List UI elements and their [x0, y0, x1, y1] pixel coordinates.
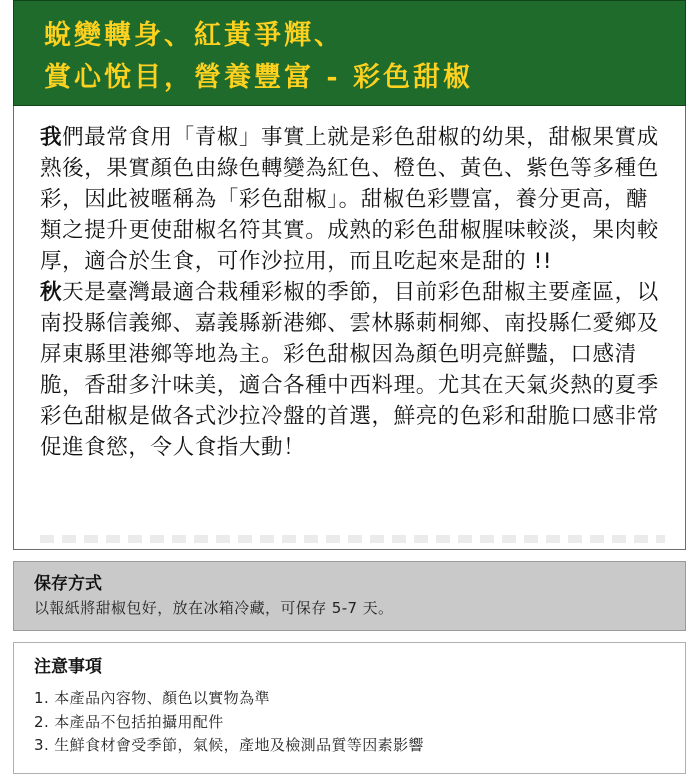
description-paragraph-1	[40, 122, 665, 277]
storage-title: 保存方式	[34, 574, 102, 594]
notice-item: 1. 本產品內容物、顏色以實物為準	[34, 689, 270, 707]
header-line-1: 蛻變轉身、紅黃爭輝、	[44, 20, 344, 51]
description-paragraph-2	[40, 277, 665, 463]
storage-body: 以報紙將甜椒包好，放在冰箱冷藏，可保存 5-7 天。	[34, 599, 394, 617]
notice-item: 2. 本產品不包括拍攝用配件	[34, 712, 224, 731]
header-line-2: 賞心悅目，營養豐富 - 彩色甜椒	[44, 62, 474, 93]
paragraph-lead-char: 我	[40, 125, 63, 150]
cropped-text-remnant	[40, 535, 665, 543]
notice-title: 注意事項	[34, 657, 102, 677]
paragraph-text: 們最常食用「青椒」事實上就是彩色甜椒的幼果，甜椒果實成熟後，果實顏色由綠色轉變為紅色、橙色、黃色、紫色等多種色彩，因此被暱稱為「彩色甜椒」。甜椒色彩豐富，養分更高，醣類之提升更使甜椒名符其實。成熟的彩色甜椒腥味較淡，果肉較厚，適合於生食，可作沙拉用，而且吃起來是甜的 !!	[40, 125, 659, 274]
description-box	[13, 106, 686, 550]
storage-section	[13, 561, 686, 631]
notice-item: 3. 生鮮食材會受季節，氣候，產地及檢測品質等因素影響	[34, 736, 424, 754]
paragraph-text: 天是臺灣最適合栽種彩椒的季節，目前彩色甜椒主要產區，以南投縣信義鄉、嘉義縣新港鄉、雲林縣莿桐鄉、南投縣仁愛鄉及屏東縣里港鄉等地為主。彩色甜椒因為顏色明亮鮮豔，口感清脆，香甜多汁味美，適合各種中西料理。尤其在天氣炎熱的夏季彩色甜椒是做各式沙拉冷盤的首選，鮮亮的色彩和甜脆口感非常促進食慾，令人食指大動！	[40, 280, 659, 460]
promo-header	[13, 0, 686, 106]
paragraph-lead-char: 秋	[40, 280, 63, 305]
notice-section	[13, 642, 686, 774]
